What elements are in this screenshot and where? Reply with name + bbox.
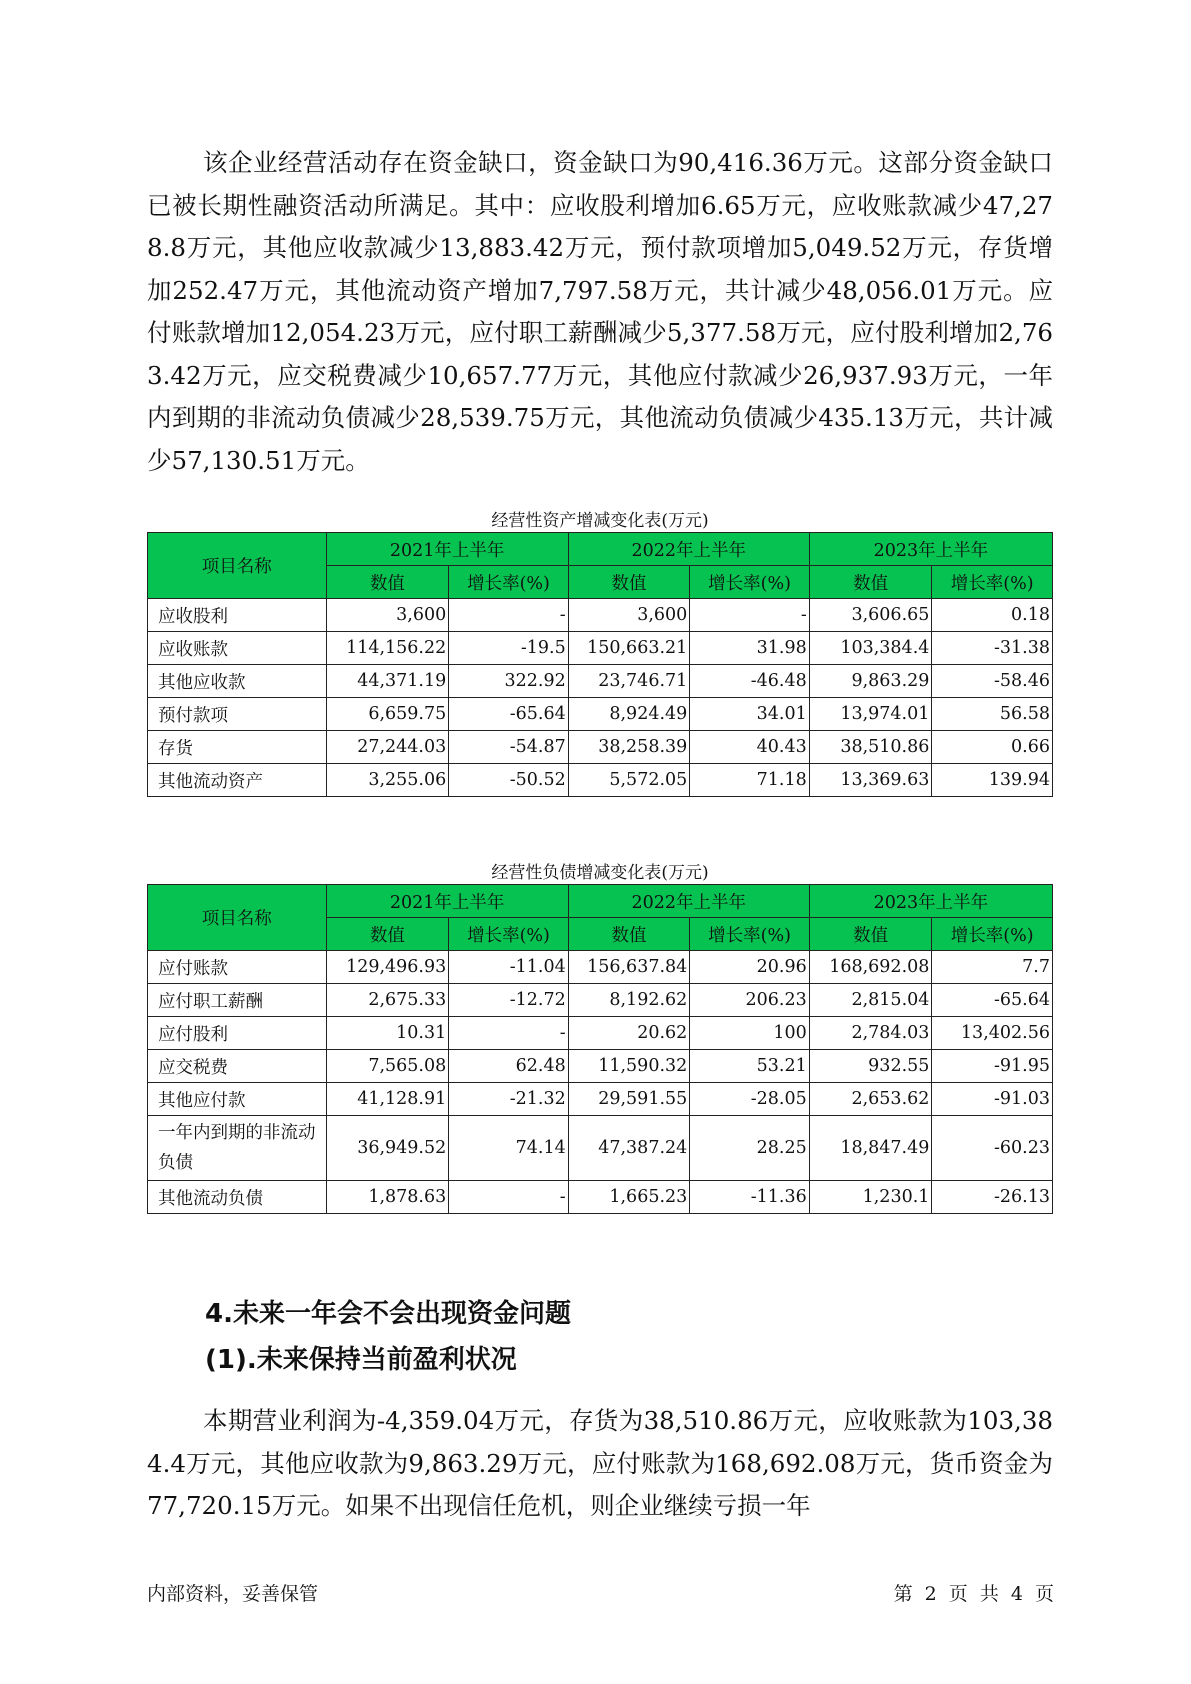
cell-rate: -	[690, 599, 809, 632]
cell-value: 11,590.32	[568, 1050, 690, 1083]
assets-change-table	[147, 532, 1053, 797]
cell-rate: -19.5	[449, 632, 568, 665]
row-label: 存货	[148, 731, 327, 764]
cell-rate: -	[449, 1181, 568, 1214]
cell-value: 3,600	[326, 599, 449, 632]
cell-rate: 100	[690, 1017, 809, 1050]
cell-value: 3,600	[568, 599, 690, 632]
cell-rate: 13,402.56	[932, 1017, 1053, 1050]
header-period: 2021年上半年	[326, 885, 568, 918]
subsection-heading: (1).未来保持当前盈利状况	[205, 1345, 517, 1375]
cell-value: 168,692.08	[809, 951, 932, 984]
cell-rate: 20.96	[690, 951, 809, 984]
liabilities-table-caption: 经营性负债增减变化表(万元)	[491, 863, 709, 883]
cell-rate: 31.98	[690, 632, 809, 665]
row-label: 应收账款	[148, 632, 327, 665]
header-value: 数值	[809, 918, 932, 951]
header-growth-rate: 增长率(%)	[932, 566, 1053, 599]
header-growth-rate: 增长率(%)	[690, 918, 809, 951]
cell-value: 6,659.75	[326, 698, 449, 731]
cell-value: 20.62	[568, 1017, 690, 1050]
cell-value: 3,606.65	[809, 599, 932, 632]
cell-value: 2,653.62	[809, 1083, 932, 1116]
row-label: 其他流动负债	[148, 1181, 327, 1214]
cell-value: 129,496.93	[326, 951, 449, 984]
cell-rate: 34.01	[690, 698, 809, 731]
cell-value: 29,591.55	[568, 1083, 690, 1116]
row-label: 其他流动资产	[148, 764, 327, 797]
table-row	[148, 698, 1053, 731]
cell-rate: -11.36	[690, 1181, 809, 1214]
header-value: 数值	[326, 918, 449, 951]
cell-rate: 0.66	[932, 731, 1053, 764]
cell-value: 8,924.49	[568, 698, 690, 731]
table-row	[148, 1181, 1053, 1214]
cell-value: 1,878.63	[326, 1181, 449, 1214]
table-row	[148, 1017, 1053, 1050]
cell-rate: -11.04	[449, 951, 568, 984]
cell-value: 10.31	[326, 1017, 449, 1050]
section-heading: 4.未来一年会不会出现资金问题	[205, 1299, 571, 1329]
cell-rate: -58.46	[932, 665, 1053, 698]
cell-value: 27,244.03	[326, 731, 449, 764]
cell-value: 23,746.71	[568, 665, 690, 698]
header-value: 数值	[809, 566, 932, 599]
cell-value: 38,510.86	[809, 731, 932, 764]
header-value: 数值	[568, 566, 690, 599]
cell-value: 7,565.08	[326, 1050, 449, 1083]
cell-value: 150,663.21	[568, 632, 690, 665]
cell-value: 156,637.84	[568, 951, 690, 984]
header-period: 2022年上半年	[568, 533, 809, 566]
header-growth-rate: 增长率(%)	[449, 566, 568, 599]
table-row	[148, 1116, 1053, 1181]
cell-rate: 206.23	[690, 984, 809, 1017]
cell-value: 114,156.22	[326, 632, 449, 665]
cell-rate: -54.87	[449, 731, 568, 764]
cell-rate: 53.21	[690, 1050, 809, 1083]
cell-value: 38,258.39	[568, 731, 690, 764]
cell-rate: 28.25	[690, 1116, 809, 1181]
cell-rate: 40.43	[690, 731, 809, 764]
liabilities-change-table	[147, 884, 1053, 1214]
paragraph-profit-forecast: 本期营业利润为-4,359.04万元，存货为38,510.86万元，应收账款为103,384.4万元，其他应收款为9,863.29万元，应付账款为168,692.08万元，货币资金为77,720.15万元。如果不出现信任危机，则企业继续亏损一年	[147, 1406, 1053, 1520]
cell-value: 2,675.33	[326, 984, 449, 1017]
assets-table-caption: 经营性资产增减变化表(万元)	[491, 511, 709, 531]
cell-rate: -	[449, 1017, 568, 1050]
cell-rate: -60.23	[932, 1116, 1053, 1181]
table-row	[148, 951, 1053, 984]
cell-value: 2,784.03	[809, 1017, 932, 1050]
row-label: 应付账款	[148, 951, 327, 984]
cell-rate: 322.92	[449, 665, 568, 698]
cell-value: 9,863.29	[809, 665, 932, 698]
table-row	[148, 665, 1053, 698]
cell-rate: 7.7	[932, 951, 1053, 984]
cell-rate: -	[449, 599, 568, 632]
row-label: 应付股利	[148, 1017, 327, 1050]
table-row	[148, 1083, 1053, 1116]
cell-rate: -91.95	[932, 1050, 1053, 1083]
cell-rate: 0.18	[932, 599, 1053, 632]
cell-rate: -12.72	[449, 984, 568, 1017]
cell-value: 1,665.23	[568, 1181, 690, 1214]
header-item-name: 项目名称	[148, 533, 327, 599]
row-label: 应付职工薪酬	[148, 984, 327, 1017]
cell-value: 44,371.19	[326, 665, 449, 698]
header-growth-rate: 增长率(%)	[690, 566, 809, 599]
cell-rate: -91.03	[932, 1083, 1053, 1116]
cell-rate: -21.32	[449, 1083, 568, 1116]
cell-value: 103,384.4	[809, 632, 932, 665]
cell-value: 2,815.04	[809, 984, 932, 1017]
cell-value: 47,387.24	[568, 1116, 690, 1181]
cell-value: 13,369.63	[809, 764, 932, 797]
row-label: 应交税费	[148, 1050, 327, 1083]
header-period: 2023年上半年	[809, 885, 1052, 918]
row-label: 预付款项	[148, 698, 327, 731]
cell-rate: 62.48	[449, 1050, 568, 1083]
cell-rate: -65.64	[932, 984, 1053, 1017]
cell-rate: 74.14	[449, 1116, 568, 1181]
cell-value: 932.55	[809, 1050, 932, 1083]
row-label: 其他应付款	[148, 1083, 327, 1116]
row-label: 其他应收款	[148, 665, 327, 698]
paragraph-funding-gap: 该企业经营活动存在资金缺口，资金缺口为90,416.36万元。这部分资金缺口已被长期性融资活动所满足。其中：应收股利增加6.65万元，应收账款减少47,278.8万元，其他应收款减少13,883.42万元，预付款项增加5,049.52万元，存货增加252.47万元，其他流动资产增加7,797.58万元，共计减少48,056.01万元。应付账款增加12,054.23万元，应付职工薪酬减少5,377.58万元，应付股利增加2,763.42万元，应交税费减少10,657.77万元，其他应付款减少26,937.93万元，一年内到期的非流动负债减少28,539.75万元，其他流动负债减少435.13万元，共计减少57,130.51万元。	[147, 148, 1053, 475]
header-value: 数值	[568, 918, 690, 951]
header-growth-rate: 增长率(%)	[932, 918, 1053, 951]
footer-confidential-note: 内部资料，妥善保管	[147, 1583, 319, 1605]
table-row	[148, 1050, 1053, 1083]
cell-rate: -31.38	[932, 632, 1053, 665]
header-item-name: 项目名称	[148, 885, 327, 951]
table-row	[148, 731, 1053, 764]
cell-value: 18,847.49	[809, 1116, 932, 1181]
cell-rate: -26.13	[932, 1181, 1053, 1214]
header-value: 数值	[326, 566, 449, 599]
header-period: 2022年上半年	[568, 885, 809, 918]
table-row	[148, 632, 1053, 665]
cell-value: 36,949.52	[326, 1116, 449, 1181]
cell-rate: 139.94	[932, 764, 1053, 797]
cell-rate: 71.18	[690, 764, 809, 797]
cell-rate: -46.48	[690, 665, 809, 698]
cell-value: 5,572.05	[568, 764, 690, 797]
cell-rate: -28.05	[690, 1083, 809, 1116]
cell-value: 41,128.91	[326, 1083, 449, 1116]
row-label: 一年内到期的非流动负债	[148, 1116, 327, 1181]
footer-page-number: 第 2 页 共 4 页	[893, 1583, 1054, 1605]
table-row	[148, 984, 1053, 1017]
cell-value: 8,192.62	[568, 984, 690, 1017]
cell-value: 1,230.1	[809, 1181, 932, 1214]
cell-value: 3,255.06	[326, 764, 449, 797]
row-label: 应收股利	[148, 599, 327, 632]
table-row	[148, 764, 1053, 797]
table-row	[148, 599, 1053, 632]
header-period: 2021年上半年	[326, 533, 568, 566]
header-growth-rate: 增长率(%)	[449, 918, 568, 951]
header-period: 2023年上半年	[809, 533, 1052, 566]
cell-value: 13,974.01	[809, 698, 932, 731]
cell-rate: 56.58	[932, 698, 1053, 731]
cell-rate: -50.52	[449, 764, 568, 797]
cell-rate: -65.64	[449, 698, 568, 731]
